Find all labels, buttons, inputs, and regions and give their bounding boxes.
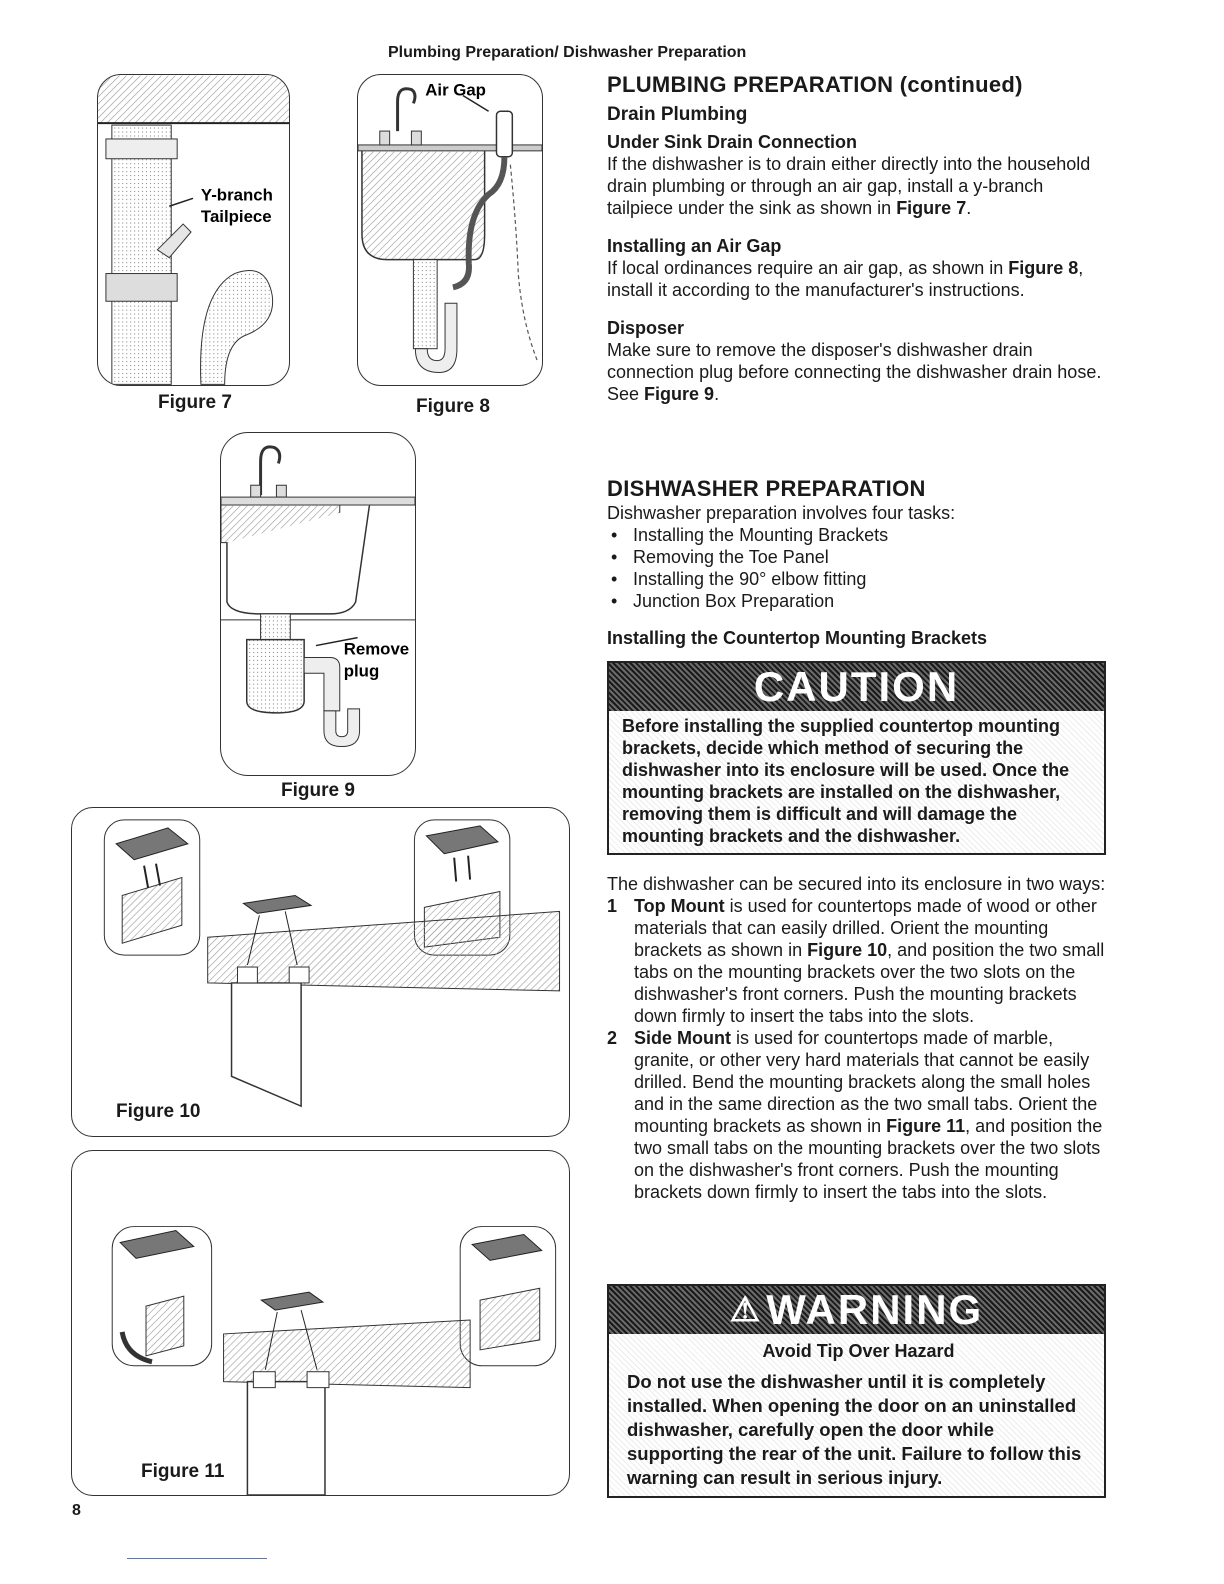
under-sink-title: Under Sink Drain Connection — [607, 132, 858, 152]
page-number: 8 — [72, 1502, 81, 1519]
task-list — [607, 524, 1107, 612]
mounting-ways-section — [607, 873, 1107, 1203]
list-item: 1 Top Mount is used for countertops made of wood or other materials that can easily drilled. Orient the mounting brackets as shown in Figure 10, and position the two small tabs on the mounting brackets over the two slots on the dishwasher's front corners. Push the mounting brackets down firmly to insert the tabs into the slots. — [607, 896, 1105, 1026]
list-item: • Removing the Toe Panel — [607, 546, 1107, 568]
warning-banner-label: WARNING — [766, 1286, 984, 1333]
footer-divider — [127, 1558, 267, 1559]
drain-plumbing-heading: Drain Plumbing — [607, 104, 748, 125]
caution-banner: CAUTION — [609, 663, 1104, 711]
list-item: • Installing the 90° elbow fitting — [607, 568, 1107, 590]
warning-triangle-icon: ⚠ — [729, 1291, 763, 1329]
figure-7-callout-line2: Tailpiece — [200, 207, 272, 227]
side-mount-term: Side Mount — [634, 1028, 731, 1048]
dishwasher-prep-intro: Dishwasher preparation involves four tasks: — [607, 503, 956, 523]
figure-9-illustration — [220, 432, 416, 776]
figure-10-illustration — [71, 807, 570, 1137]
under-sink-text: If the dishwasher is to drain either directly into the household drain plumbing or through an air gap, install a y-branch tailpiece under the sink as shown in Figure 7. — [607, 154, 1091, 218]
plumbing-section — [607, 72, 1107, 405]
list-item: • Installing the Mounting Brackets — [607, 524, 1107, 546]
page-header: Plumbing Preparation/ Dishwasher Preparation — [388, 44, 747, 61]
figure-7-label: Figure 7 — [158, 392, 232, 413]
figure-9-ref: Figure 9 — [644, 384, 715, 404]
dishwasher-prep-section — [607, 476, 1107, 649]
figure-7-illustration — [97, 74, 290, 386]
disposer-text: Make sure to remove the disposer's dishwasher drain connection plug before connecting the dishwasher drain hose. See Figure 9. — [607, 340, 1102, 404]
caution-text: Before installing the supplied countertop mounting brackets, decide which method of securing the dishwasher into its enclosure will be used. Once the mounting brackets are installed on the dishwasher, removing them is difficult and will damage the mounting brackets and the dishwasher. — [609, 711, 1104, 853]
figure-9-callout-line1: Remove — [343, 639, 410, 659]
figure-8-callout: Air Gap — [425, 80, 486, 100]
figure-11-ref: Figure 11 — [886, 1116, 966, 1136]
warning-text: Do not use the dishwasher until it is completely installed. When opening the door on an uninstalled dishwasher, carefully open the door while supporting the rear of the unit. Failure to follow this warning can result in serious injury. — [627, 1371, 1082, 1488]
figure-10-label: Figure 10 — [116, 1101, 201, 1122]
warning-box — [607, 1284, 1106, 1498]
caution-box — [607, 661, 1106, 855]
top-mount-term: Top Mount — [634, 896, 725, 916]
figure-7-ref: Figure 7 — [896, 198, 967, 218]
countertop-brackets-title: Installing the Countertop Mounting Brackets — [607, 628, 988, 648]
ways-intro: The dishwasher can be secured into its enclosure in two ways: — [607, 874, 1106, 894]
figure-7-callout-line1: Y-branch — [200, 185, 273, 205]
dishwasher-prep-heading: DISHWASHER PREPARATION — [607, 476, 926, 501]
warning-subtitle: Avoid Tip Over Hazard — [762, 1341, 955, 1361]
figure-9-label: Figure 9 — [281, 780, 355, 801]
figure-9-callout-line2: plug — [343, 661, 380, 681]
air-gap-title: Installing an Air Gap — [607, 236, 782, 256]
disposer-title: Disposer — [607, 318, 685, 338]
figure-11-illustration — [71, 1150, 570, 1496]
figure-10-ref: Figure 10 — [807, 940, 888, 960]
ways-list — [607, 895, 1107, 1203]
plumbing-heading: PLUMBING PREPARATION (continued) — [607, 72, 1023, 97]
warning-banner — [609, 1286, 1104, 1334]
list-item: 2 Side Mount is used for countertops made of marble, granite, or other very hard materials that cannot be easily drilled. Bend the mounting brackets along the small holes and in the same direction as the two small tabs. Orient the mounting brackets as shown in Figure 11, and position the two small tabs on the mounting brackets over the two slots on the dishwasher's front corners. Push the mounting brackets down firmly to insert the tabs into the slots. — [607, 1028, 1103, 1202]
figure-8-label: Figure 8 — [416, 396, 490, 417]
air-gap-text: If local ordinances require an air gap, as shown in Figure 8, install it according to the manufacturer's instructions. — [607, 258, 1084, 300]
figure-8-illustration — [357, 74, 543, 386]
figure-11-label: Figure 11 — [141, 1461, 225, 1482]
list-item: • Junction Box Preparation — [607, 590, 1107, 612]
figure-8-ref: Figure 8 — [1008, 258, 1079, 278]
